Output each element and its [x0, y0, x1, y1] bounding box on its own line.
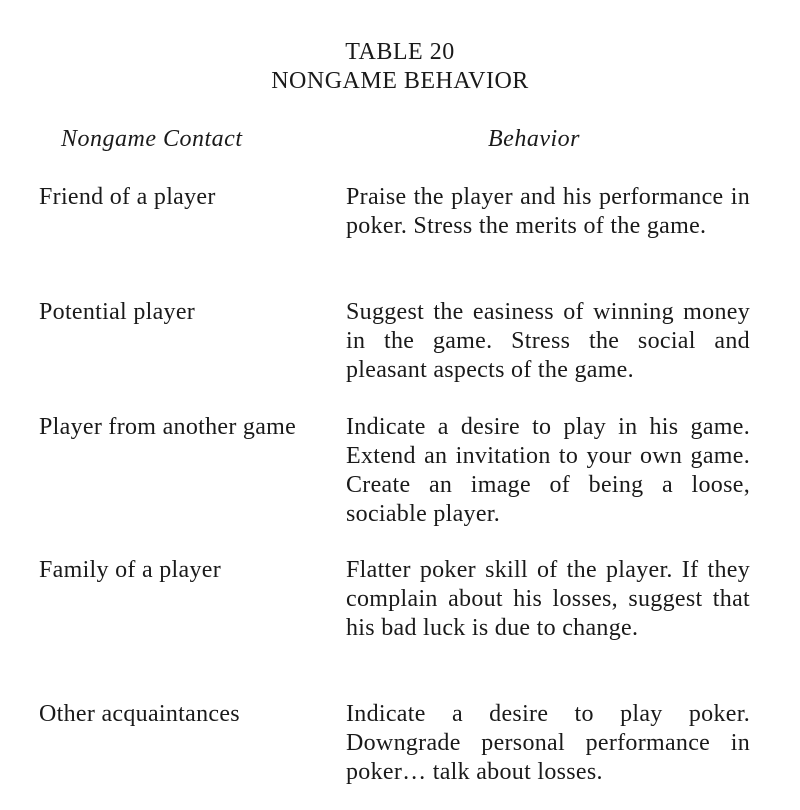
column-header-behavior: Behavior	[488, 126, 580, 152]
behavior-cell: Flatter poker skill of the player. If they complain about his losses, suggest that his bad luck is due to change.	[346, 557, 750, 641]
contact-cell: Family of a player	[39, 557, 222, 583]
behavior-cell: Indicate a desire to play poker. Downgrade personal performance in poker… talk about losses.	[346, 701, 750, 785]
table-title-block	[0, 38, 800, 96]
column-header-contact: Nongame Contact	[61, 126, 243, 152]
behavior-cell: Suggest the easiness of winning money in the game. Stress the social and pleasant aspects of the game.	[346, 299, 750, 383]
contact-cell: Potential player	[39, 299, 196, 325]
table-number: TABLE 20	[345, 39, 455, 65]
contact-cell: Friend of a player	[39, 184, 216, 210]
table-title: NONGAME BEHAVIOR	[271, 68, 529, 94]
contact-cell: Other acquaintances	[39, 701, 240, 727]
behavior-cell: Indicate a desire to play in his game. Extend an invitation to your own game. Create an image of being a loose, sociable player.	[346, 414, 750, 527]
behavior-cell: Praise the player and his performance in poker. Stress the merits of the game.	[346, 184, 750, 239]
contact-cell: Player from another game	[39, 414, 297, 440]
